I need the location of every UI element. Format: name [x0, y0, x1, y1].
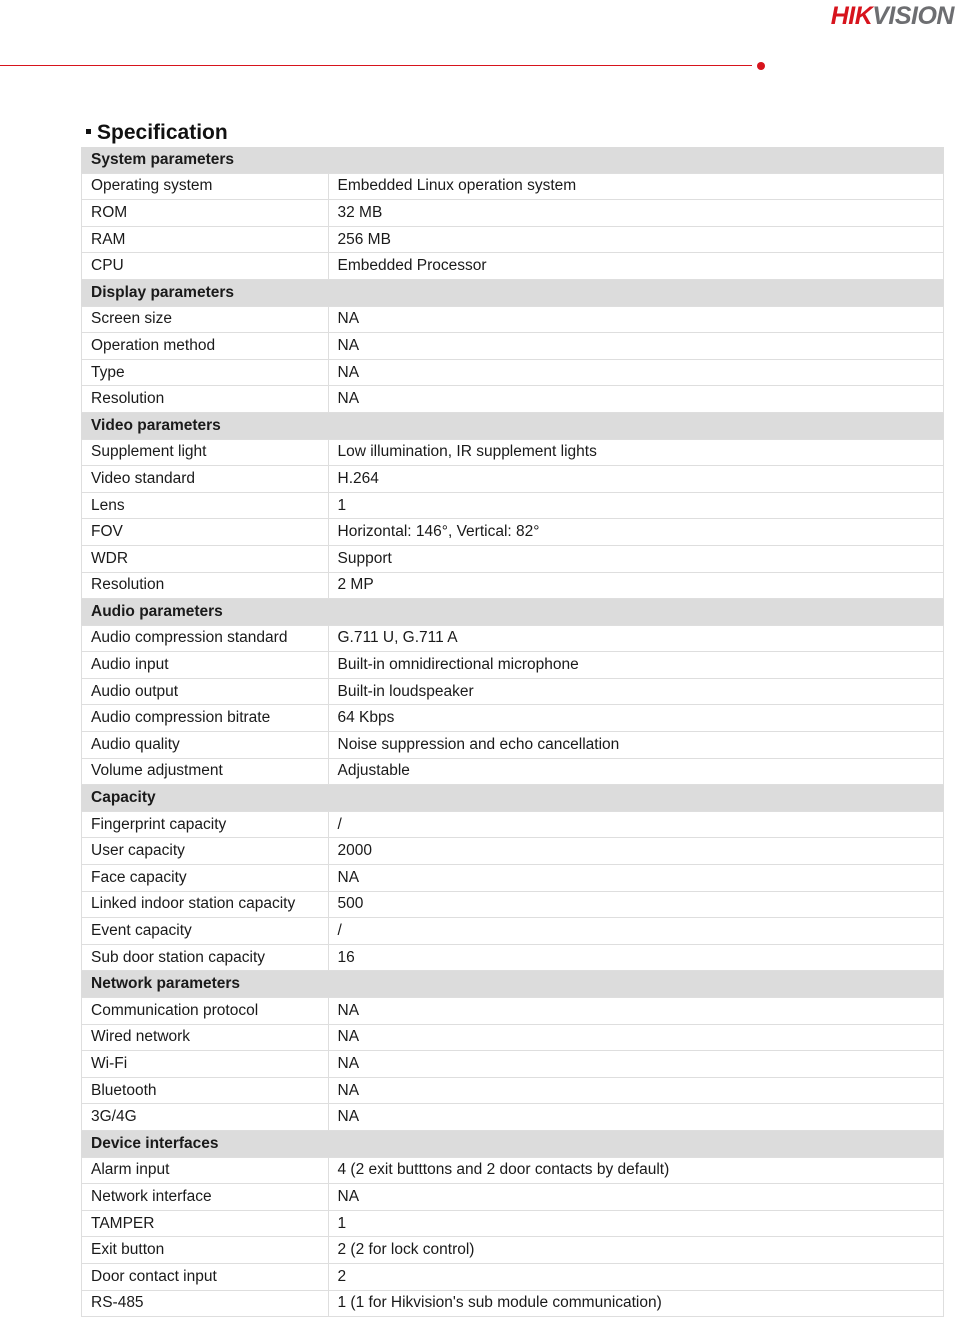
spec-value: 2: [328, 1263, 944, 1290]
spec-value: H.264: [328, 466, 944, 493]
spec-label: Volume adjustment: [82, 758, 329, 785]
spec-label: Operating system: [82, 173, 329, 200]
spec-label: User capacity: [82, 838, 329, 865]
spec-value: NA: [328, 359, 944, 386]
spec-label: TAMPER: [82, 1210, 329, 1237]
spec-label: Event capacity: [82, 918, 329, 945]
spec-group-header: [82, 147, 944, 173]
spec-value: NA: [328, 333, 944, 360]
spec-label: Communication protocol: [82, 998, 329, 1025]
spec-group-header: [82, 1130, 944, 1157]
spec-row: [82, 306, 944, 333]
spec-group-spacer: [328, 147, 944, 173]
spec-value: 32 MB: [328, 200, 944, 227]
spec-value: Low illumination, IR supplement lights: [328, 439, 944, 466]
spec-value: NA: [328, 998, 944, 1025]
spec-row: [82, 545, 944, 572]
spec-row: [82, 1184, 944, 1211]
spec-row: [82, 1024, 944, 1051]
spec-row: [82, 439, 944, 466]
spec-row: [82, 705, 944, 732]
spec-row: [82, 811, 944, 838]
spec-value: 1: [328, 492, 944, 519]
spec-value: Embedded Processor: [328, 253, 944, 280]
spec-row: [82, 253, 944, 280]
spec-group-header: [82, 279, 944, 306]
spec-label: Supplement light: [82, 439, 329, 466]
spec-value: Support: [328, 545, 944, 572]
spec-label: FOV: [82, 519, 329, 546]
spec-value: /: [328, 811, 944, 838]
spec-label: Door contact input: [82, 1263, 329, 1290]
spec-row: [82, 652, 944, 679]
spec-row: [82, 678, 944, 705]
spec-row: [82, 998, 944, 1025]
spec-value: NA: [328, 865, 944, 892]
spec-group-header: [82, 785, 944, 812]
spec-label: Network interface: [82, 1184, 329, 1211]
spec-value: 2000: [328, 838, 944, 865]
spec-group-title: Network parameters: [82, 971, 329, 998]
spec-label: Type: [82, 359, 329, 386]
spec-group-title: Video parameters: [82, 412, 329, 439]
spec-label: WDR: [82, 545, 329, 572]
spec-label: Audio output: [82, 678, 329, 705]
spec-label: ROM: [82, 200, 329, 227]
spec-row: [82, 200, 944, 227]
spec-row: [82, 758, 944, 785]
bullet-icon: [86, 129, 91, 134]
spec-row: [82, 1077, 944, 1104]
header-divider-line: [0, 65, 752, 66]
spec-value: Embedded Linux operation system: [328, 173, 944, 200]
spec-value: 2 (2 for lock control): [328, 1237, 944, 1264]
spec-label: Audio quality: [82, 732, 329, 759]
header-divider-dot: [757, 62, 765, 70]
hikvision-logo: [831, 2, 954, 31]
spec-label: Wired network: [82, 1024, 329, 1051]
spec-group-header: [82, 412, 944, 439]
spec-row: [82, 333, 944, 360]
spec-group-spacer: [328, 599, 944, 626]
spec-row: [82, 466, 944, 493]
spec-label: Exit button: [82, 1237, 329, 1264]
spec-group-header: [82, 599, 944, 626]
spec-label: RAM: [82, 226, 329, 253]
spec-row: [82, 865, 944, 892]
spec-value: Noise suppression and echo cancellation: [328, 732, 944, 759]
spec-row: [82, 519, 944, 546]
spec-label: Audio input: [82, 652, 329, 679]
spec-value: NA: [328, 1077, 944, 1104]
spec-row: [82, 625, 944, 652]
spec-group-spacer: [328, 1130, 944, 1157]
spec-label: Resolution: [82, 572, 329, 599]
section-title-text: Specification: [97, 121, 228, 144]
spec-row: [82, 359, 944, 386]
spec-value: 256 MB: [328, 226, 944, 253]
spec-row: [82, 838, 944, 865]
spec-value: Built-in omnidirectional microphone: [328, 652, 944, 679]
spec-value: Horizontal: 146°, Vertical: 82°: [328, 519, 944, 546]
spec-label: Bluetooth: [82, 1077, 329, 1104]
spec-label: Operation method: [82, 333, 329, 360]
spec-group-title: Audio parameters: [82, 599, 329, 626]
spec-group-spacer: [328, 279, 944, 306]
spec-label: CPU: [82, 253, 329, 280]
spec-group-title: Display parameters: [82, 279, 329, 306]
spec-row: [82, 1237, 944, 1264]
spec-row: [82, 1290, 944, 1317]
spec-label: Fingerprint capacity: [82, 811, 329, 838]
spec-value: NA: [328, 386, 944, 413]
spec-group-spacer: [328, 412, 944, 439]
spec-value: 16: [328, 944, 944, 971]
spec-value: NA: [328, 1184, 944, 1211]
spec-group-spacer: [328, 971, 944, 998]
spec-row: [82, 572, 944, 599]
spec-label: Resolution: [82, 386, 329, 413]
spec-row: [82, 1210, 944, 1237]
spec-row: [82, 492, 944, 519]
spec-row: [82, 732, 944, 759]
spec-label: Audio compression bitrate: [82, 705, 329, 732]
spec-value: 4 (2 exit butttons and 2 door contacts by default): [328, 1157, 944, 1184]
spec-value: 500: [328, 891, 944, 918]
spec-row: [82, 226, 944, 253]
spec-row: [82, 918, 944, 945]
spec-group-spacer: [328, 785, 944, 812]
specification-table: [81, 147, 944, 1317]
spec-value: Built-in loudspeaker: [328, 678, 944, 705]
spec-label: Wi-Fi: [82, 1051, 329, 1078]
spec-value: 1 (1 for Hikvision's sub module communication): [328, 1290, 944, 1317]
spec-value: G.711 U, G.711 A: [328, 625, 944, 652]
logo-part-vision: VISION: [872, 2, 954, 30]
spec-group-title: System parameters: [82, 147, 329, 173]
spec-group-header: [82, 971, 944, 998]
spec-label: Lens: [82, 492, 329, 519]
spec-value: 2 MP: [328, 572, 944, 599]
spec-value: /: [328, 918, 944, 945]
spec-group-title: Device interfaces: [82, 1130, 329, 1157]
spec-label: Audio compression standard: [82, 625, 329, 652]
spec-row: [82, 891, 944, 918]
spec-value: NA: [328, 1024, 944, 1051]
spec-value: 64 Kbps: [328, 705, 944, 732]
logo-part-hik: HIK: [830, 2, 873, 30]
spec-label: Alarm input: [82, 1157, 329, 1184]
spec-row: [82, 1157, 944, 1184]
spec-label: Video standard: [82, 466, 329, 493]
spec-row: [82, 386, 944, 413]
spec-value: NA: [328, 1104, 944, 1131]
spec-label: RS-485: [82, 1290, 329, 1317]
spec-row: [82, 1051, 944, 1078]
spec-value: 1: [328, 1210, 944, 1237]
spec-label: Screen size: [82, 306, 329, 333]
spec-group-title: Capacity: [82, 785, 329, 812]
spec-value: NA: [328, 1051, 944, 1078]
spec-label: Face capacity: [82, 865, 329, 892]
spec-label: Sub door station capacity: [82, 944, 329, 971]
spec-row: [82, 1104, 944, 1131]
spec-value: Adjustable: [328, 758, 944, 785]
spec-value: NA: [328, 306, 944, 333]
section-title: [86, 121, 228, 145]
spec-row: [82, 173, 944, 200]
spec-row: [82, 944, 944, 971]
spec-label: Linked indoor station capacity: [82, 891, 329, 918]
spec-label: 3G/4G: [82, 1104, 329, 1131]
spec-row: [82, 1263, 944, 1290]
